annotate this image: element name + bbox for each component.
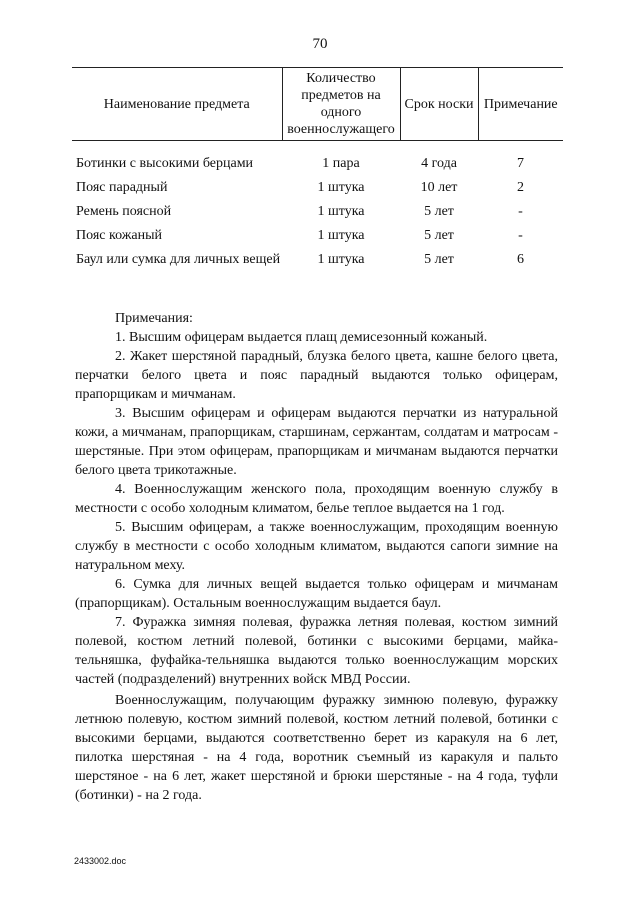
cell-item-name: Ремень поясной: [76, 204, 172, 219]
table-row: [72, 179, 563, 203]
cell-item-name: Баул или сумка для личных вещей: [76, 252, 281, 267]
note-paragraph: 2. Жакет шерстяной парадный, блузка белого цвета, кашне белого цвета, перчатки белого цвета и пояс парадный выдаются только офицерам, прапорщикам и мичманам.: [75, 349, 558, 402]
cell-item-name: Пояс парадный: [76, 180, 168, 195]
cell-note: -: [518, 228, 523, 243]
items-table: [72, 67, 563, 275]
cell-quantity: 1 штука: [317, 252, 365, 267]
notes-section: [75, 309, 558, 805]
header-note: Примечание: [478, 68, 563, 141]
cell-quantity: 1 штука: [317, 204, 365, 219]
note-paragraph: 5. Высшим офицерам, а также военнослужащим, проходящим военную службу в местности с особо холодным климатом, выдаются сапоги зимние на натуральном меху.: [75, 520, 558, 573]
note-paragraph: 3. Высшим офицерам и офицерам выдаются перчатки из натуральной кожи, а мичманам, прапорщикам, старшинам, сержантам, солдатам и матросам - шерстяные. При этом офицерам, прапорщикам и мичманам выдаются перчатки белого цвета трикотажные.: [75, 406, 558, 478]
header-quantity: Количество предметов на одного военнослужащего: [282, 68, 400, 141]
table-row: [72, 227, 563, 251]
table-row: [72, 141, 563, 180]
cell-note: -: [518, 204, 523, 219]
table-header-row: [72, 68, 563, 141]
cell-quantity: 1 пара: [322, 156, 360, 171]
cell-item-name: Ботинки с высокими берцами: [76, 156, 254, 171]
cell-wear-term: 5 лет: [424, 204, 454, 219]
cell-note: 6: [517, 252, 524, 267]
cell-quantity: 1 штука: [317, 228, 365, 243]
cell-note: 2: [517, 180, 524, 195]
cell-item-name: Пояс кожаный: [76, 228, 163, 243]
note-paragraph: 1. Высшим офицерам выдается плащ демисезонный кожаный.: [115, 330, 488, 345]
cell-quantity: 1 штука: [317, 180, 365, 195]
table-row: [72, 203, 563, 227]
note-paragraph: 4. Военнослужащим женского пола, проходящим военную службу в местности с особо холодным климатом, белье теплое выдается на 1 год.: [75, 482, 558, 516]
cell-wear-term: 5 лет: [424, 252, 454, 267]
cell-note: 7: [517, 156, 524, 171]
page-number: 70: [312, 36, 328, 52]
notes-heading: Примечания:: [115, 311, 193, 326]
header-wear-term: Срок носки: [400, 68, 478, 141]
note-paragraph: 6. Сумка для личных вещей выдается только офицерам и мичманам (прапорщикам). Остальным военнослужащим выдается баул.: [75, 577, 558, 611]
header-item-name: Наименование предмета: [72, 68, 282, 141]
note-paragraph: Военнослужащим, получающим фуражку зимнюю полевую, фуражку летнюю полевую, костюм зимний полевой, костюм летний полевой, ботинки с высокими берцами, выдаются соответственно берет из каракуля на 6 лет, пилотка шерстяная - на 4 года, воротник съемный из каракуля и пальто шерстяное - на 6 лет, жакет шерстяной и брюки шерстяные - на 4 года, туфли (ботинки) - на 2 года.: [75, 693, 558, 803]
cell-wear-term: 10 лет: [420, 180, 458, 195]
document-filename: 2433002.doc: [74, 856, 127, 866]
cell-wear-term: 4 года: [421, 156, 457, 171]
table-row: [72, 251, 563, 275]
note-paragraph: 7. Фуражка зимняя полевая, фуражка летняя полевая, костюм зимний полевой, костюм летний полевой, ботинки с высокими берцами, майка-тельняшка, фуфайка-тельняшка выдаются только военнослужащим морских частей (подразделений) внутренних войск МВД России.: [75, 615, 558, 687]
cell-wear-term: 5 лет: [424, 228, 454, 243]
